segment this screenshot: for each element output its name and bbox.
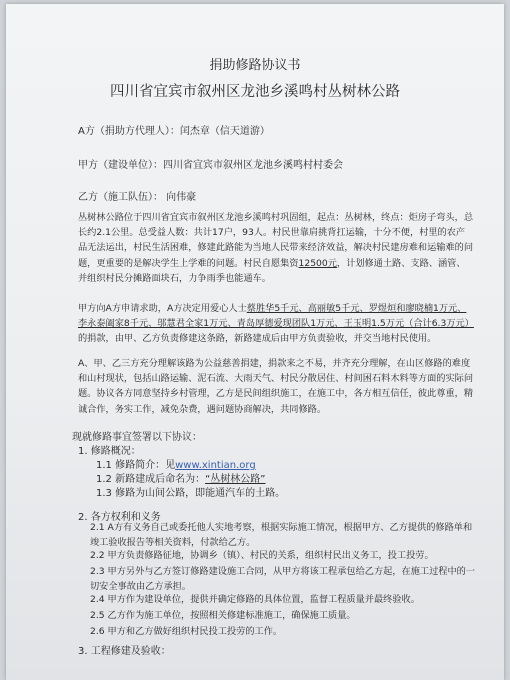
para1-amount: 12500元 [298, 257, 337, 269]
party-jia-line: 甲方（建设单位）：四川省宜宾市叙州区龙池乡溪鸣村村委会 [78, 160, 343, 171]
para1-text: 丛树林公路位于四川省宜宾市叙州区龙池乡溪鸣村巩固组，起点：丛树林，终点：炬房子弯头，总长约2.1公里。总受益人数：共计17户，93人。村民世靠肩挑背扛运输，十分不便，村里的农产品无法运出，村民生活困难，修建此路能为当地人民带来经济效益，解决村民建房难和运输难的问题，更重要的是解决学生上学难的问题。村民自愿集资 [78, 212, 474, 269]
paragraph-understanding: A、甲、乙三方充分理解该路为公益慈善捐建，捐款来之不易，并齐充分理解，在山区修路的难度和山村现状，包括山路运输、泥石流、大雨天气、村民分散居住、村间困石料木料等方面的实际问题。协议各方同意坚持乡村管理，乙方是民间组织施工，在施工中，各方相互信任，彼此尊重，精诚合作，务实工作，减免杂费，遇问题协商解决，共同修路。 [78, 358, 474, 415]
section-2-3: 2.3 甲方另外与乙方签订修路建设施工合同，从甲方将该工程承包给乙方起，在施工过程中的一切安全事故由乙方承担。 [90, 566, 476, 593]
section-2-1: 2.1 A方有义务自己或委托他人实地考察，根据实际施工情况，根据甲方、乙方提供的修路单和竣工验收报告等相关资料，付款给乙方。 [90, 522, 473, 549]
section-1-title: 1. 修路概况： [78, 446, 141, 457]
document-title: 捐助修路协议书 [209, 58, 301, 73]
section-2-4: 2.4 甲方作为建设单位，提供并确定修路的具体位置，监督工程质量并最终验收。 [90, 594, 420, 605]
section-1-3: 1.3 修路为山间公路，即能通汽车的土路。 [96, 488, 286, 499]
party-yi-line: 乙方（施工队伍）： 向伟豪 [78, 192, 197, 203]
para1-tail: ，计划修通土路、支路、涵管、并组织村民分摊路面块石，力争雨季也能通车。 [78, 257, 466, 284]
paragraph-road-overview [78, 210, 474, 286]
para2-head: 甲方向A方申请求助，A方决定用爱心人士 [78, 303, 247, 314]
section-2-6: 2.6 甲方和乙方做好组织村民投工投劳的工作。 [90, 626, 283, 637]
section-3-title: 3. 工程修建及验收： [78, 646, 171, 657]
paragraph-donation [78, 301, 474, 347]
party-a-line: A方（捐助方代理人）：闰杰章（信天道游） [78, 126, 270, 137]
road-name: “丛树林公路” [205, 474, 266, 485]
agreement-intro: 现就修路事宜签署以下协议： [72, 432, 202, 443]
para2-tail: 的捐款，由甲、乙方负责修建这条路，新路建成后由甲方负责验收，并交当地村民使用。 [78, 333, 437, 345]
section-1-1-label: 1.1 修路简介：见 [96, 460, 176, 471]
section-1-2 [96, 470, 265, 485]
section-2-2: 2.2 甲方负责修路征地，协调乡（镇）、村民的关系，组织村民出义务工，投工投劳。 [90, 550, 434, 561]
section-1-2-label: 1.2 新路建成后命名为： [96, 474, 206, 485]
agreement-document [6, 4, 504, 680]
section-1-1 [96, 456, 256, 471]
para2-donor-list: 蔡胜华5千元、高丽敏5千元、罗煜烜和廖晓楠1万元、李永泰阖家8千元、邬慧君全家1万元、青岛厚德爱现团队1万元、王玉明1.5万元（合计6.3万元） [78, 303, 474, 330]
section-2-title: 2. 各方权利和义务 [78, 512, 161, 523]
website-link[interactable]: www.xintian.org [175, 460, 256, 471]
section-2-5: 2.5 乙方作为施工单位，按照相关修建标准施工，确保施工质量。 [90, 610, 356, 621]
document-subtitle: 四川省宜宾市叙州区龙池乡溪鸣村丛树林公路 [110, 84, 400, 100]
